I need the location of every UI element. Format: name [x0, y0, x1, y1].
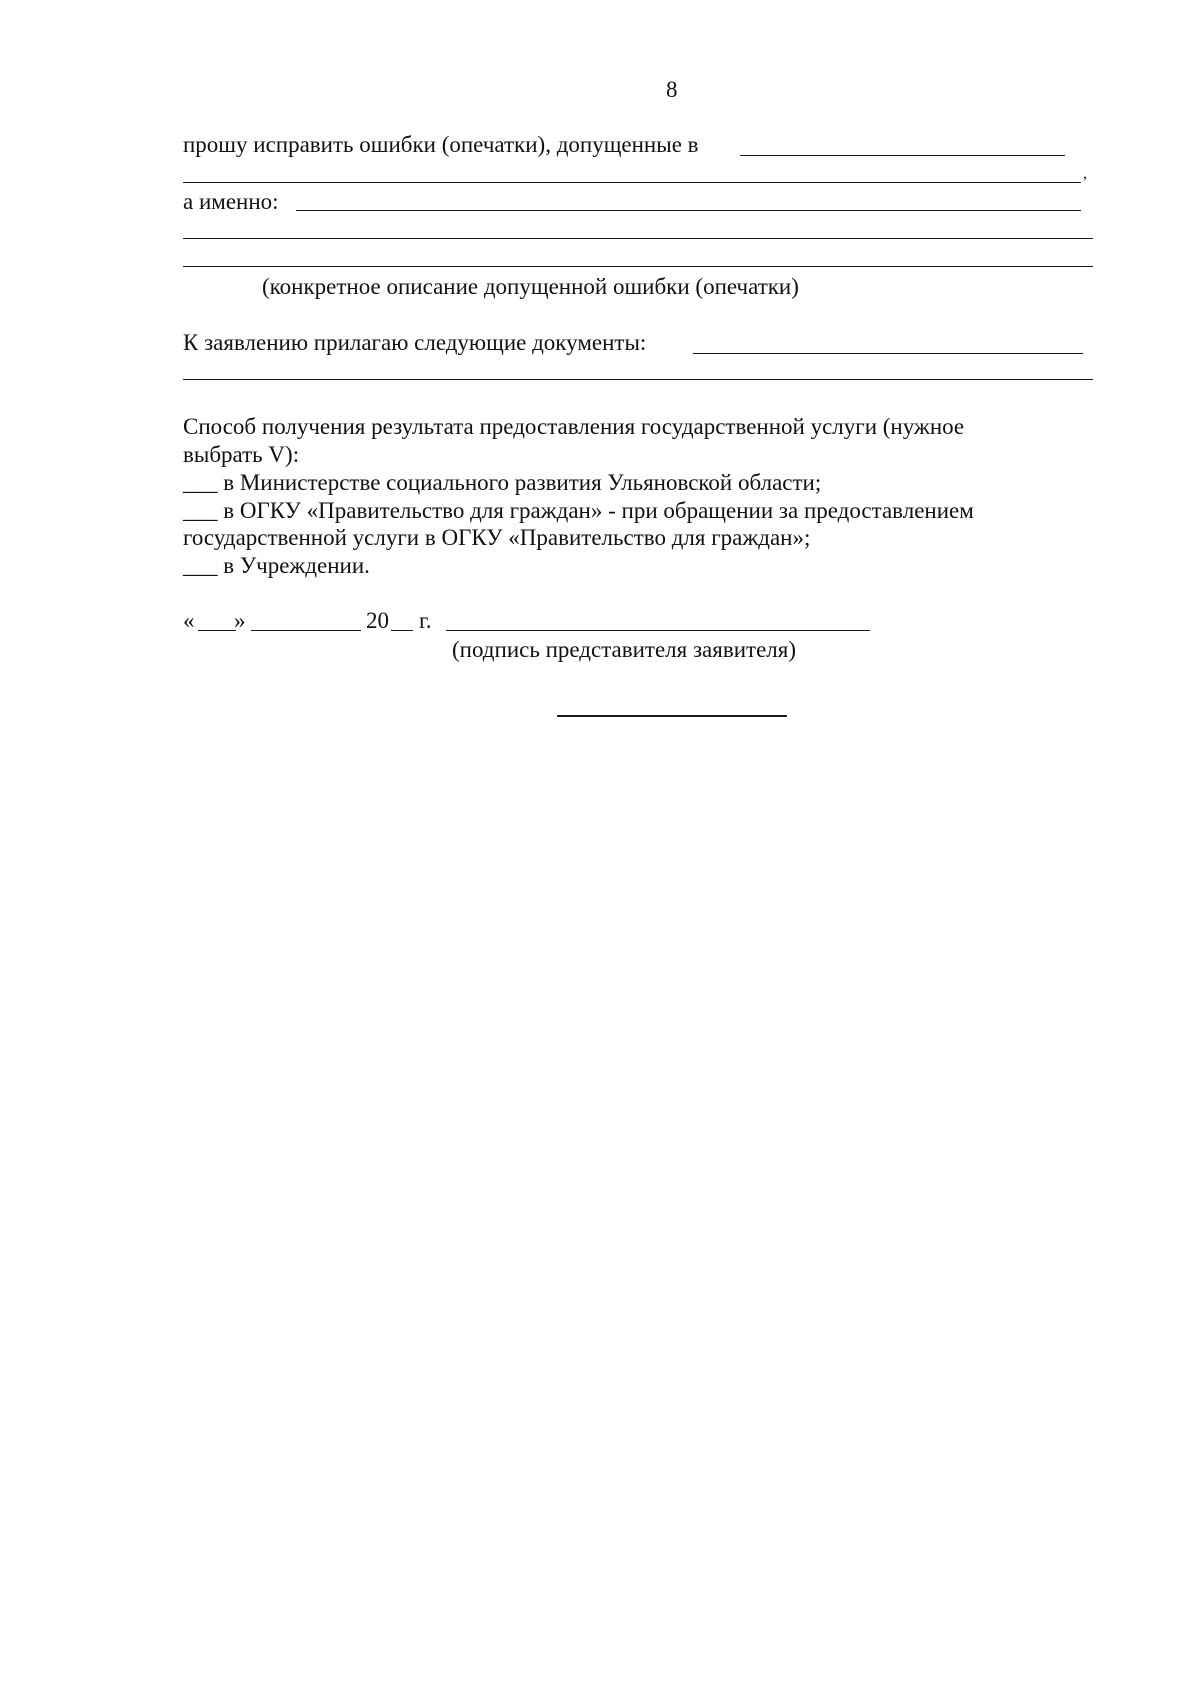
end-divider: [557, 715, 787, 717]
attachments-field-1[interactable]: [693, 353, 1083, 354]
namely-label: а именно:: [183, 189, 279, 214]
signature-field[interactable]: [446, 630, 870, 631]
attachments-label: К заявлению прилагаю следующие документы:: [183, 330, 647, 355]
delivery-option-ogku[interactable]: [183, 499, 974, 522]
option-label: в ОГКУ «Правительство для граждан» - при обращении за предоставлением: [223, 498, 974, 523]
error-description-field-1[interactable]: [296, 210, 1081, 211]
delivery-option-ministry[interactable]: [183, 471, 821, 494]
delivery-option-ogku-continued: государственной услуги в ОГКУ «Правительство для граждан»;: [183, 525, 811, 550]
request-label: прошу исправить ошибки (опечатки), допущенные в: [183, 132, 699, 157]
delivery-heading-line1: Способ получения результата предоставления государственной услуги (нужное: [183, 414, 965, 439]
delivery-option-institution[interactable]: [183, 554, 370, 577]
option-label: в Министерстве социального развития Ульяновской области;: [223, 470, 822, 495]
delivery-heading-line2: выбрать V):: [183, 442, 300, 467]
page-number: 8: [666, 77, 678, 102]
year-prefix: 20: [366, 608, 389, 633]
signature-caption: (подпись представителя заявителя): [452, 637, 796, 662]
option-checkbox-blank[interactable]: ___: [183, 498, 218, 523]
year-suffix: г.: [419, 608, 432, 633]
option-label: в Учреждении.: [223, 553, 370, 578]
day-field[interactable]: [198, 630, 236, 631]
error-location-field[interactable]: [740, 155, 1065, 156]
error-description-field-2[interactable]: [183, 238, 1093, 239]
attachments-field-2[interactable]: [183, 379, 1093, 380]
date-open-quote: «: [183, 608, 195, 633]
error-description-field-3[interactable]: [183, 266, 1093, 267]
option-checkbox-blank[interactable]: ___: [183, 470, 218, 495]
month-field[interactable]: [251, 630, 361, 631]
error-location-field-continued[interactable]: [183, 182, 1081, 183]
year-field[interactable]: [391, 630, 413, 631]
option-checkbox-blank[interactable]: ___: [183, 553, 218, 578]
comma-mark: ,: [1083, 165, 1087, 182]
error-description-caption: (конкретное описание допущенной ошибки (опечатки): [262, 274, 799, 299]
date-close-quote: »: [234, 608, 246, 633]
